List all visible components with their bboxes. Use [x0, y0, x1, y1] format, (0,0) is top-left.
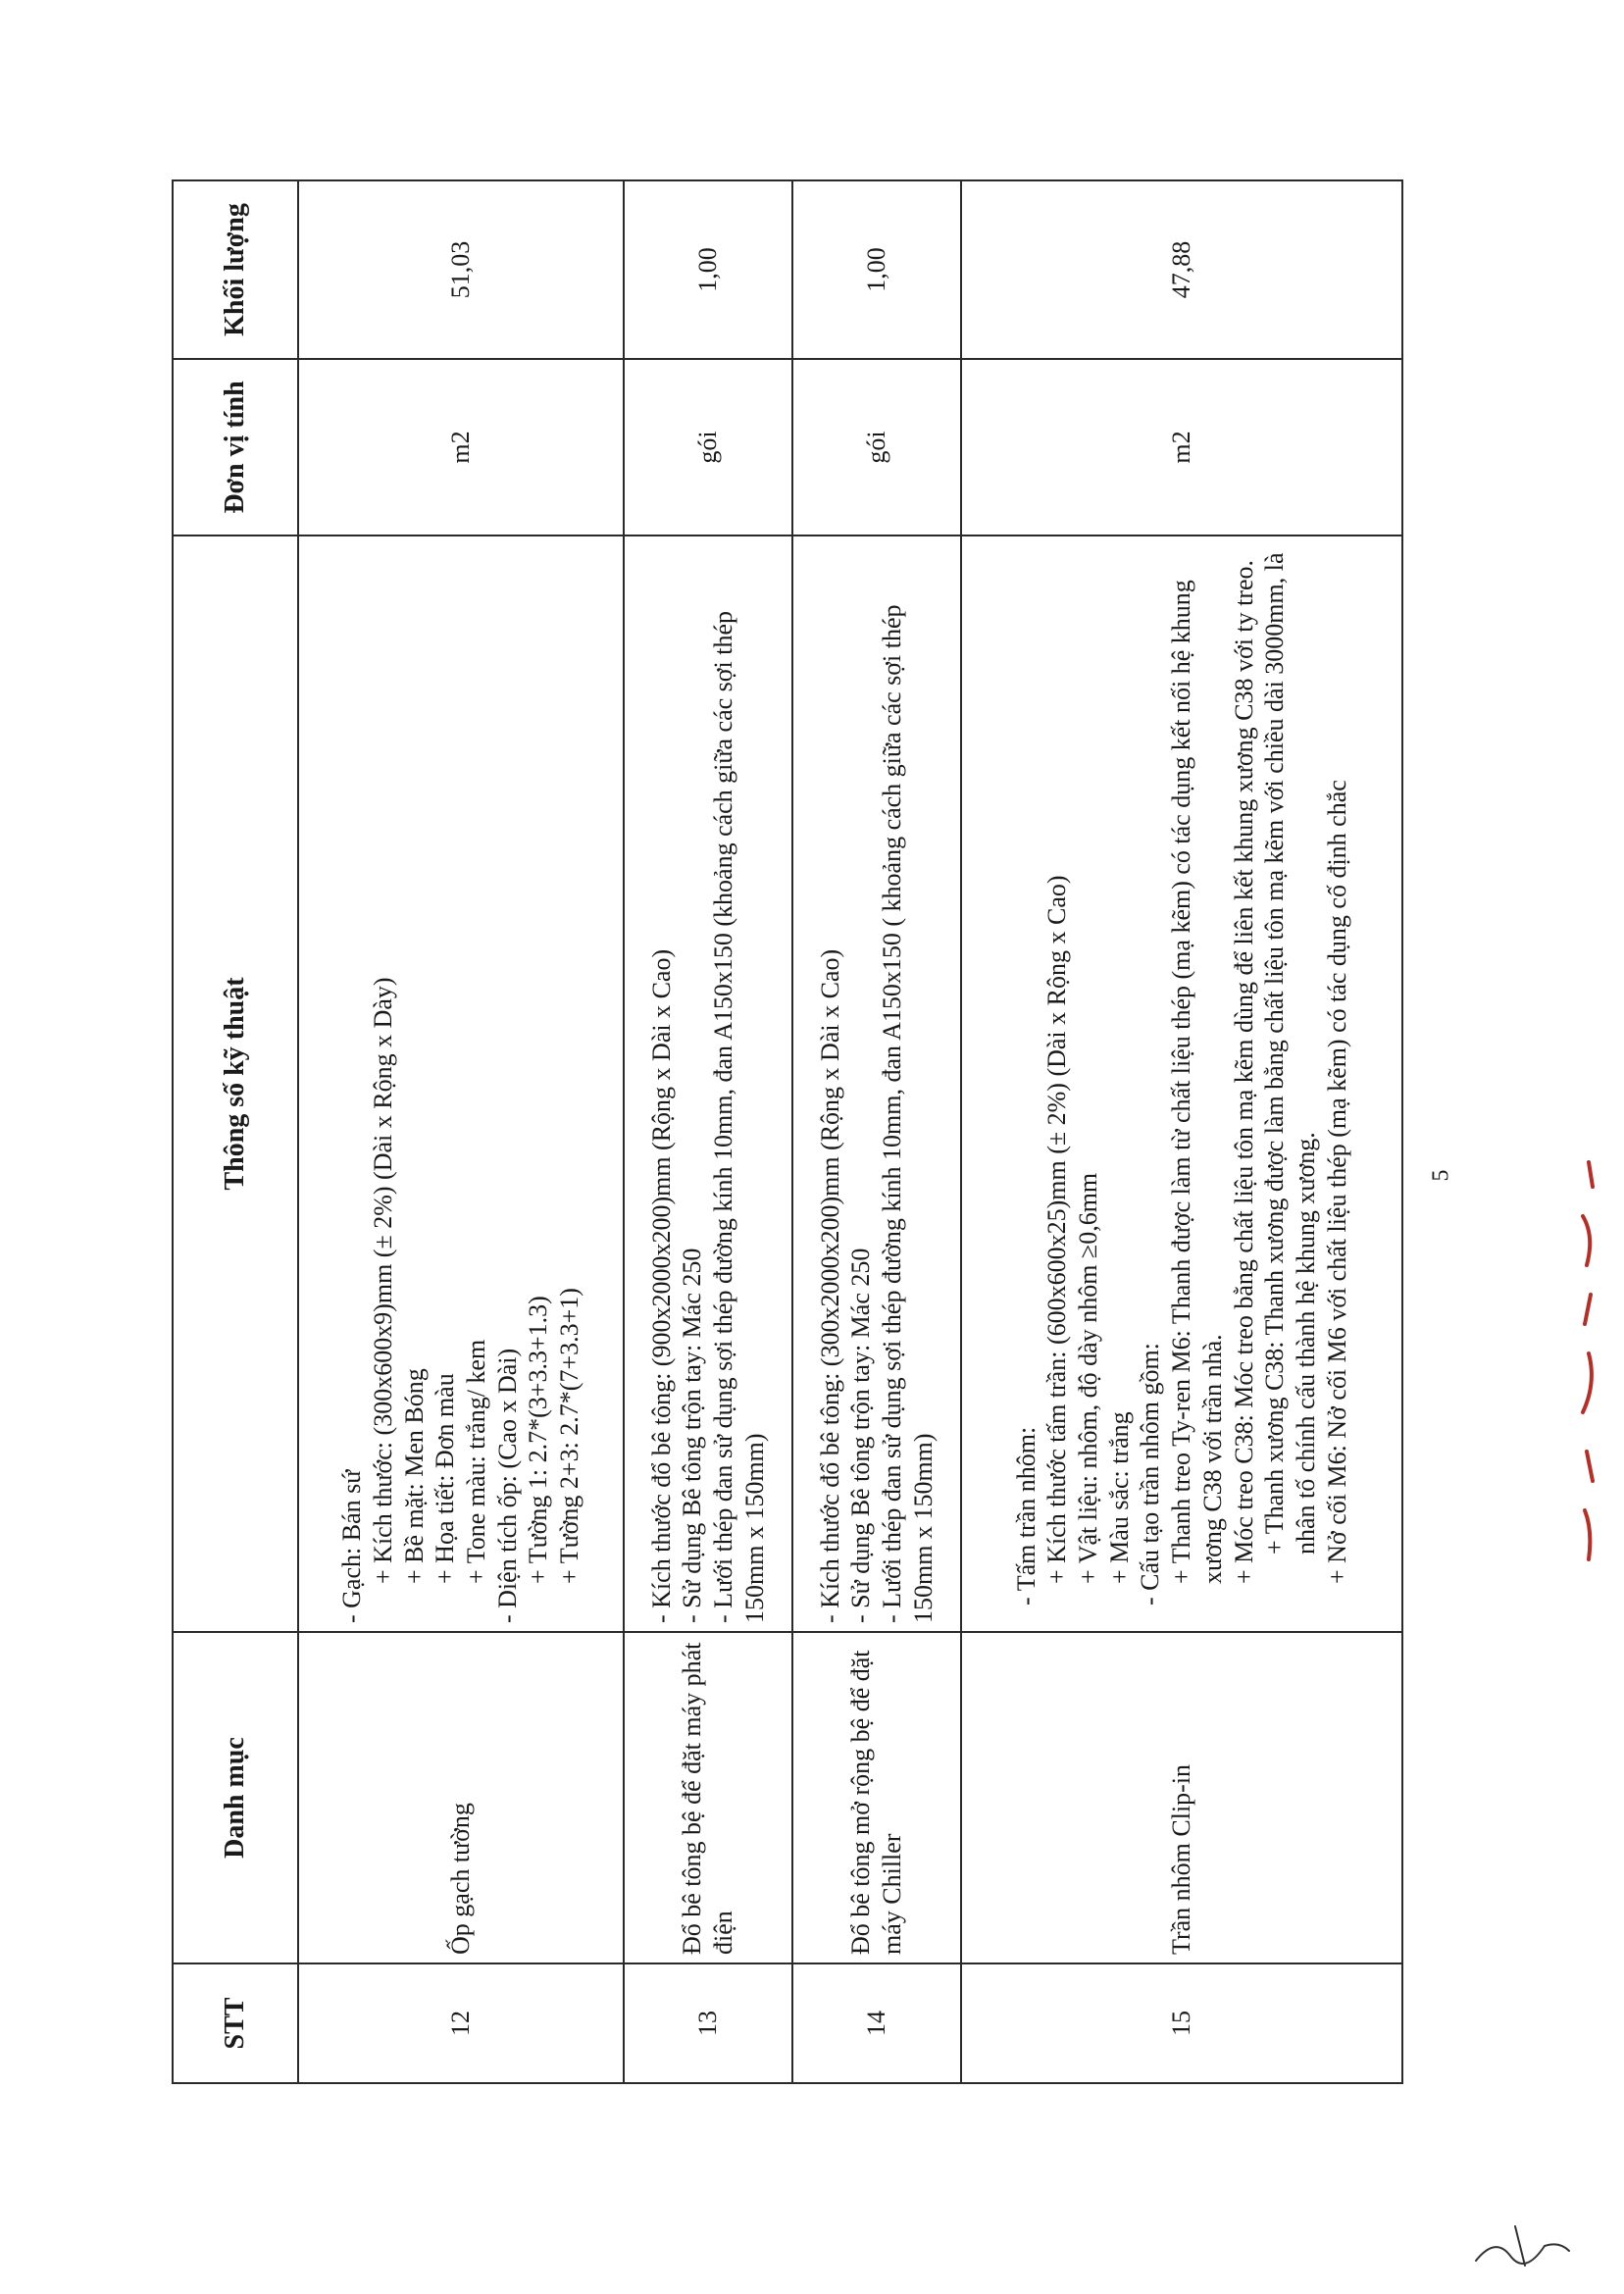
spec-line: - Sử dụng Bê tông trộn tay: Mác 250 [846, 1248, 876, 1623]
spec-line: - Tấm trần nhôm: [1011, 1426, 1040, 1606]
spec-line: + Tone màu: trắng/ kem [462, 1339, 490, 1584]
header-unit: Đơn vị tính [173, 359, 298, 535]
row-quantity: 47,88 [961, 180, 1402, 359]
table-row [624, 180, 792, 2083]
row-stt: 12 [298, 1963, 624, 2083]
spec-line: + Tường 2+3: 2.7*(7+3.3+1) [555, 1288, 584, 1584]
spec-line: + Móc treo C38: Móc treo bằng chất liệu tôn mạ kẽm dùng để liên kết khung xương C38 với ty treo. [1229, 559, 1258, 1584]
signature-mark [1471, 2217, 1579, 2275]
row-stt: 13 [624, 1963, 792, 2083]
spec-line: - Sử dụng Bê tông trộn tay: Mác 250 [678, 1248, 707, 1623]
spec-line: + Nở cối M6: Nở cối M6 với chất liệu thép (mạ kẽm) có tác dụng cố định chắc [1322, 780, 1351, 1584]
table-row [961, 180, 1402, 2083]
row-spec [961, 535, 1402, 1632]
row-category: Trần nhôm Clip-in [961, 1632, 1402, 1963]
spec-line: + Tường 1: 2.7*(3+3.3+1.3) [524, 1296, 553, 1584]
header-spec: Thông số kỹ thuật [173, 535, 298, 1632]
header-quantity: Khối lượng [173, 180, 298, 359]
row-category: Ốp gạch tường [298, 1632, 624, 1963]
spec-line: + Thanh treo Ty-ren M6: Thanh được làm từ chất liệu thép (mạ kẽm) có tác dụng kết nối hệ khung xương C38 với trần nhà. [1167, 580, 1227, 1584]
row-quantity: 1,00 [792, 180, 961, 359]
row-quantity: 1,00 [624, 180, 792, 359]
spec-line: - Gạch: Bán sứ [337, 1469, 367, 1623]
spec-line: - Cấu tạo trần nhôm gồm: [1136, 1343, 1165, 1606]
row-quantity: 51,03 [298, 180, 624, 359]
spec-table [172, 179, 1403, 2084]
page-number: 5 [1428, 1169, 1454, 1182]
spec-line: + Vật liệu: nhôm, độ dày nhôm ≥0,6mm [1073, 1172, 1102, 1584]
spec-line: - Lưới thép đan sử dụng sợi thép đường kính 10mm, đan A150x150 ( khoảng cách giữa các sợi thép 150mm x 150mm) [878, 604, 938, 1623]
row-unit: m2 [961, 359, 1402, 535]
spec-line: - Kích thước đổ bê tông: (900x2000x200)mm (Rộng x Dài x Cao) [646, 948, 676, 1623]
row-stt: 15 [961, 1963, 1402, 2083]
spec-line: + Kích thước tấm trần: (600x600x25)mm (± 2%) (Dài x Rộng x Cao) [1042, 875, 1072, 1584]
row-unit: m2 [298, 359, 624, 535]
spec-line: + Màu sắc: trắng [1104, 1411, 1134, 1584]
row-category: Đổ bê tông mở rộng bệ để đặt máy Chiller [792, 1632, 961, 1963]
rotated-table-wrapper [172, 181, 1378, 2084]
row-unit: gói [624, 359, 792, 535]
spec-line: + Kích thước: (300x600x9)mm (± 2%) (Dài x Rộng x Dày) [368, 977, 397, 1584]
row-spec [298, 535, 624, 1632]
spec-line: + Thanh xương C38: Thanh xương được làm bằng chất liệu tôn mạ kẽm với chiều dài 3000mm, là nhân tố chính cấu thành hệ khung xương. [1260, 552, 1321, 1555]
row-spec [624, 535, 792, 1632]
table-row [298, 180, 624, 2083]
spec-line: + Bề mặt: Men Bóng [399, 1368, 429, 1584]
row-stt: 14 [792, 1963, 961, 2083]
header-category: Danh mục [173, 1632, 298, 1963]
spec-line: + Họa tiết: Đơn màu [431, 1373, 460, 1584]
row-unit: gói [792, 359, 961, 535]
spec-line: - Diện tích ốp: (Cao x Dài) [492, 1348, 522, 1623]
row-category: Đổ bê tông bệ để đặt máy phát điện [624, 1632, 792, 1963]
handwritten-mark [1569, 1157, 1608, 1569]
table-header-row [173, 180, 298, 2083]
spec-line: - Lưới thép đan sử dụng sợi thép đường kính 10mm, đan A150x150 (khoảng cách giữa các sợi thép 150mm x 150mm) [709, 610, 769, 1623]
table-row [792, 180, 961, 2083]
header-stt: STT [173, 1963, 298, 2083]
row-spec [792, 535, 961, 1632]
spec-line: - Kích thước đổ bê tông: (300x2000x200)mm (Rộng x Dài x Cao) [815, 948, 844, 1623]
